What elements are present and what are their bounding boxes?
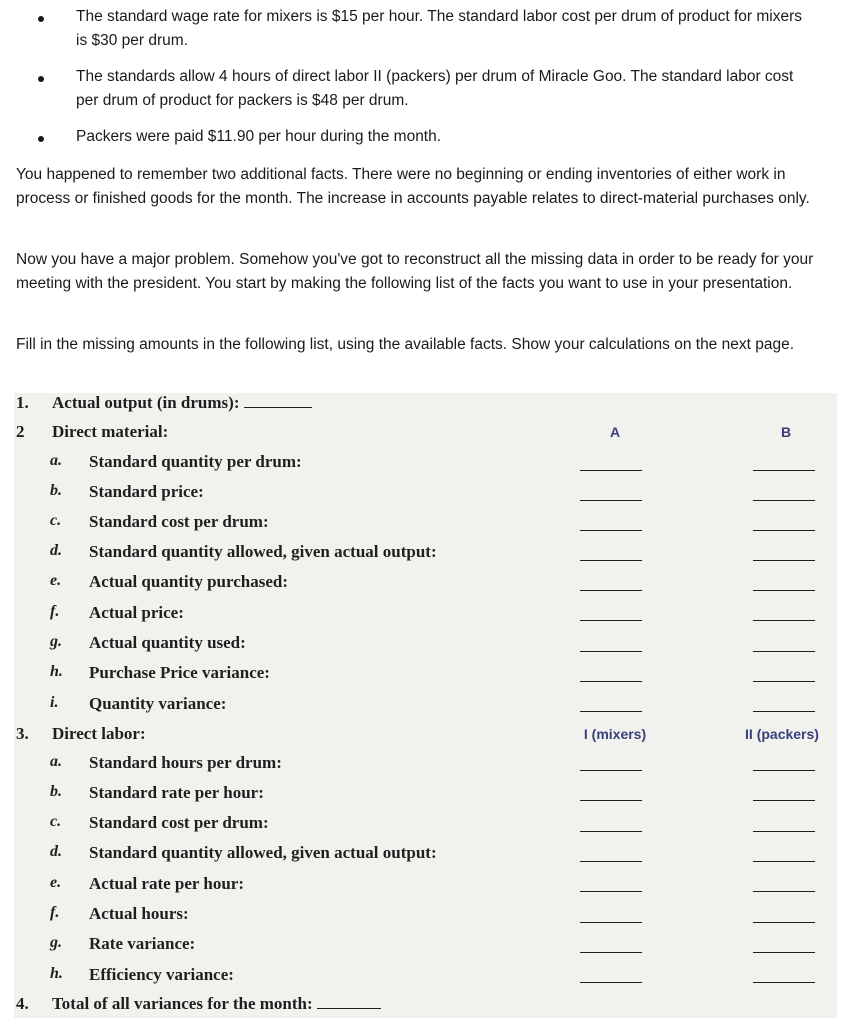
row-label: Rate variance: (89, 934, 196, 953)
row-label: Standard cost per drum: (89, 512, 269, 531)
answer-blank-packers[interactable] (753, 982, 815, 983)
answer-blank-packers[interactable] (753, 831, 815, 832)
answer-blank-mixers[interactable] (580, 891, 642, 892)
answer-blank-b[interactable] (753, 620, 815, 621)
bullet-text: The standard wage rate for mixers is $15 per hour. The standard labor cost per drum of product for mixers is $30 per drum. (76, 8, 802, 49)
item-number: 3. (16, 724, 29, 743)
answer-blank-mixers[interactable] (580, 922, 642, 923)
answer-blank-b[interactable] (753, 560, 815, 561)
answer-blank-mixers[interactable] (580, 770, 642, 771)
row-letter: i. (50, 694, 59, 711)
row-label: Efficiency variance: (89, 965, 234, 984)
answer-blank-a[interactable] (580, 620, 642, 621)
row-label: Standard hours per drum: (89, 753, 282, 772)
answer-blank-packers[interactable] (753, 861, 815, 862)
answer-blank-a[interactable] (580, 500, 642, 501)
answer-blank-mixers[interactable] (580, 982, 642, 983)
answer-blank-a[interactable] (580, 590, 642, 591)
bullet-dot-icon (38, 16, 44, 22)
row-label: Standard quantity allowed, given actual output: (89, 542, 437, 561)
answer-blank-b[interactable] (753, 651, 815, 652)
answer-blank-packers[interactable] (753, 891, 815, 892)
row-label: Standard quantity allowed, given actual output: (89, 843, 437, 862)
actual-output-row (52, 393, 312, 413)
row-label: Actual quantity purchased: (89, 572, 288, 591)
item-label: Direct labor: (52, 724, 146, 743)
paragraph-major-problem: Now you have a major problem. Somehow you've got to reconstruct all the missing data in order to be ready for your meeting with the president. You start by making the following list of the facts you want to use in your presentation. (16, 251, 814, 292)
row-letter: a. (50, 753, 62, 770)
item-number: 2 (16, 422, 25, 441)
bullet-text: Packers were paid $11.90 per hour during the month. (76, 128, 442, 145)
row-letter: f. (50, 904, 60, 921)
row-label: Actual hours: (89, 904, 189, 923)
row-label: Standard cost per drum: (89, 813, 269, 832)
answer-blank-b[interactable] (753, 500, 815, 501)
answer-blank-b[interactable] (753, 590, 815, 591)
item-label: Total of all variances for the month: (52, 994, 313, 1013)
answer-blank-a[interactable] (580, 470, 642, 471)
answer-blank-a[interactable] (580, 681, 642, 682)
row-label: Standard price: (89, 482, 204, 501)
answer-blank-mixers[interactable] (580, 952, 642, 953)
answer-blank-b[interactable] (753, 470, 815, 471)
row-letter: h. (50, 965, 63, 982)
column-header-mixers: I (mixers) (583, 726, 647, 742)
column-header-a: A (609, 424, 621, 440)
row-letter: a. (50, 452, 62, 469)
answer-blank-mixers[interactable] (580, 861, 642, 862)
row-label: Actual price: (89, 603, 184, 622)
column-header-b: B (780, 424, 792, 440)
worksheet (14, 393, 837, 1018)
item-number: 1. (16, 393, 29, 412)
answer-blank-packers[interactable] (753, 770, 815, 771)
row-letter: g. (50, 633, 62, 650)
row-label: Standard rate per hour: (89, 783, 264, 802)
answer-blank-a[interactable] (580, 560, 642, 561)
row-letter: f. (50, 603, 60, 620)
item-number: 4. (16, 994, 29, 1013)
row-letter: h. (50, 663, 63, 680)
bullet-text: The standards allow 4 hours of direct labor II (packers) per drum of Miracle Goo. The standard labor cost per drum of product for packers is $48 per drum. (76, 68, 794, 109)
row-label: Actual rate per hour: (89, 874, 245, 893)
answer-blank-b[interactable] (753, 530, 815, 531)
row-letter: c. (50, 813, 62, 830)
total-variances-row (52, 994, 381, 1014)
row-letter: b. (50, 482, 62, 499)
answer-blank-a[interactable] (580, 530, 642, 531)
paragraph-instructions: Fill in the missing amounts in the following list, using the available facts. Show your calculations on the next page. (16, 336, 795, 353)
answer-blank-packers[interactable] (753, 922, 815, 923)
answer-blank-a[interactable] (580, 651, 642, 652)
row-letter: d. (50, 843, 62, 860)
item-label: Actual output (in drums): (52, 393, 240, 412)
row-label: Standard quantity per drum: (89, 452, 302, 471)
total-variances-blank[interactable] (317, 994, 381, 1009)
row-letter: e. (50, 874, 62, 891)
answer-blank-b[interactable] (753, 711, 815, 712)
column-header-packers: II (packers) (745, 726, 819, 742)
row-label: Quantity variance: (89, 694, 227, 713)
item-label: Direct material: (52, 422, 169, 441)
bullet-dot-icon (38, 136, 44, 142)
paragraph-additional-facts: You happened to remember two additional facts. There were no beginning or ending inventories of either work in process or finished goods for the month. The increase in accounts payable relates to direct-material purchases only. (16, 166, 810, 207)
answer-blank-packers[interactable] (753, 952, 815, 953)
row-letter: c. (50, 512, 62, 529)
row-label: Purchase Price variance: (89, 663, 270, 682)
row-letter: g. (50, 934, 62, 951)
answer-blank-mixers[interactable] (580, 800, 642, 801)
answer-blank-a[interactable] (580, 711, 642, 712)
row-letter: e. (50, 572, 62, 589)
answer-blank-b[interactable] (753, 681, 815, 682)
row-label: Actual quantity used: (89, 633, 246, 652)
answer-blank-packers[interactable] (753, 800, 815, 801)
bullet-dot-icon (38, 76, 44, 82)
actual-output-blank[interactable] (244, 393, 312, 408)
row-letter: b. (50, 783, 62, 800)
row-letter: d. (50, 542, 62, 559)
answer-blank-mixers[interactable] (580, 831, 642, 832)
